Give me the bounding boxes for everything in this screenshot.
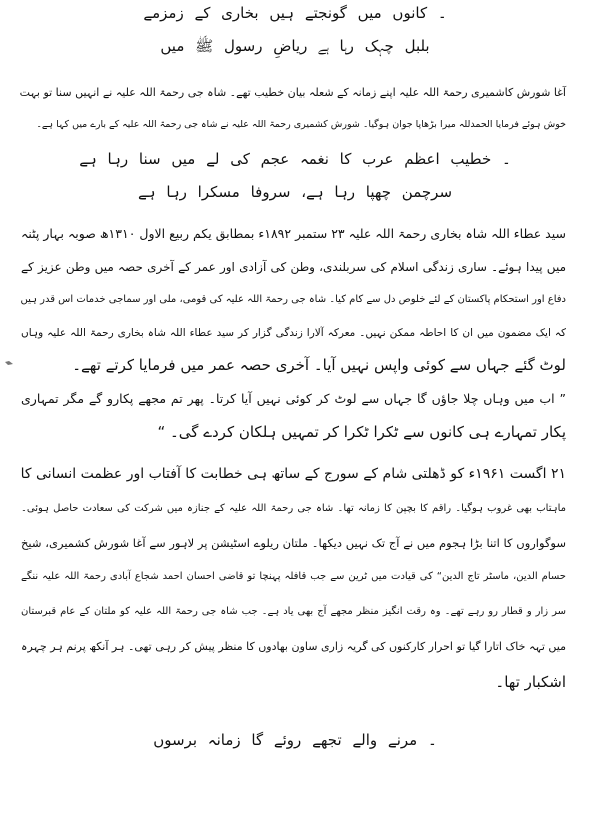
paragraph-3-line-6: میں تہہ خاک اتارا گیا تو احرار کارکنوں کی گریہ زاری ساون بھادوں کا منظر پیش کر رہی تھی۔ ہر آنکھ پرنم ہر چہرہ	[21, 640, 566, 653]
paragraph-3-line-3: سوگواروں کا اتنا بڑا ہجوم میں نے آج تک نہیں دیکھا۔ ملتان ریلوے اسٹیشن پر لاہور سے آغا شورش کشمیری، شیخ	[21, 536, 566, 550]
quote-line-2: پکار تمہارے ہی کانوں سے ٹکرا ٹکرا کر تمہیں ہلکان کردے گی۔ “	[157, 423, 566, 441]
paragraph-2-line-4: کہ ایک مضمون میں ان کا احاطہ ممکن نہیں۔ معرکہ آلارا زندگی گزار کر سید عطاء اللہ شاہ بخاری رحمۃ اللہ علیہ وہاں	[21, 327, 566, 339]
closing-verse: ۔ مرنے والے تجھے روئے گا زمانہ برسوں	[153, 731, 437, 749]
paragraph-2-line-3: دفاع اور استحکام پاکستان کے لئے خلوص دل سے کام کیا۔ شاہ جی رحمۃ اللہ علیہ کی قومی، ملی اور سماجی خدمات اس قدر ہیں	[20, 294, 566, 305]
paragraph-1-line-1: آغا شورش کاشمیری رحمۃ اللہ علیہ اپنے زمانہ کے شعلہ بیان خطیب تھے۔ شاہ جی رحمۃ اللہ علیہ نے انہیں سنا تو بہت	[19, 86, 566, 99]
couplet-top-line-1: ۔ کانوں میں گونجتے ہیں بخاری کے زمزمے	[143, 4, 447, 22]
couplet-middle-line-2: سرچمن چھپا رہا ہے، سروفا مسکرا رہا ہے	[137, 183, 453, 201]
couplet-middle-line-1: ۔ خطیب اعظم عرب کا نغمہ عجم کی لے میں سنا رہا ہے	[79, 150, 511, 168]
paragraph-2-line-1: سید عطاء اللہ شاہ بخاری رحمۃ اللہ علیہ ۲۳ ستمبر ۱۸۹۲ء بمطابق یکم ربیع الاول ۱۳۱۰ھ صوبہ بہار پٹنہ	[21, 226, 566, 241]
paragraph-3-line-4: حسام الدین، ماسٹر تاج الدین“ کی قیادت میں ٹرین سے جب قافلہ پہنچا تو قاضی احسان احمد شجاع آبادی رحمۃ اللہ علیہ ننگے	[21, 571, 566, 582]
paragraph-1-line-2: خوش ہوئے فرمایا الحمدللہ میرا بڑھاپا جوان ہوگیا۔ شورش کشمیری رحمۃ اللہ علیہ نے شاہ جی رحمۃ اللہ علیہ کے بارے میں کہا ہے۔	[36, 119, 566, 130]
paragraph-3-line-2: ماہتاب بھی غروب ہوگیا۔ راقم کا بچپن کا زمانہ تھا۔ شاہ جی رحمۃ اللہ علیہ کے جنازہ میں شرکت کی سعادت حاصل ہوئی۔	[21, 503, 566, 514]
quote-line-1: ” اب میں وہاں چلا جاؤں گا جہاں سے لوٹ کر کوئی نہیں آیا کرتا۔ پھر تم مجھے پکارو گے مگر تمہاری	[21, 391, 566, 406]
scan-speck-mark	[4, 358, 14, 368]
paragraph-3-line-1: ۲۱ اگست ۱۹۶۱ء کو ڈھلتی شام کے سورج کے ساتھ ہی خطابت کا آفتاب اور عظمت انسانی کا	[20, 466, 566, 482]
paragraph-3-line-7: اشکبار تھا۔	[495, 673, 566, 691]
couplet-top-line-2: بلبل چہک رہا ہے ریاضِ رسول ﷺ میں	[160, 37, 430, 55]
paragraph-2-line-2: میں پیدا ہوئے۔ ساری زندگی اسلام کی سربلندی، وطن کی آزادی اور عمر کے آخری حصہ میں وطن عزیز کے	[21, 260, 566, 274]
paragraph-3-line-5: سر زار و قطار رو رہے تھے۔ وہ رقت انگیز منظر مجھے آج بھی یاد ہے۔ جب شاہ جی رحمۃ اللہ علیہ کو ملتان کے عام قبرستان	[21, 606, 566, 617]
paragraph-2-line-5: لوٹ گئے جہاں سے کوئی واپس نہیں آیا۔ آخری حصہ عمر میں فرمایا کرتے تھے۔	[72, 356, 566, 374]
